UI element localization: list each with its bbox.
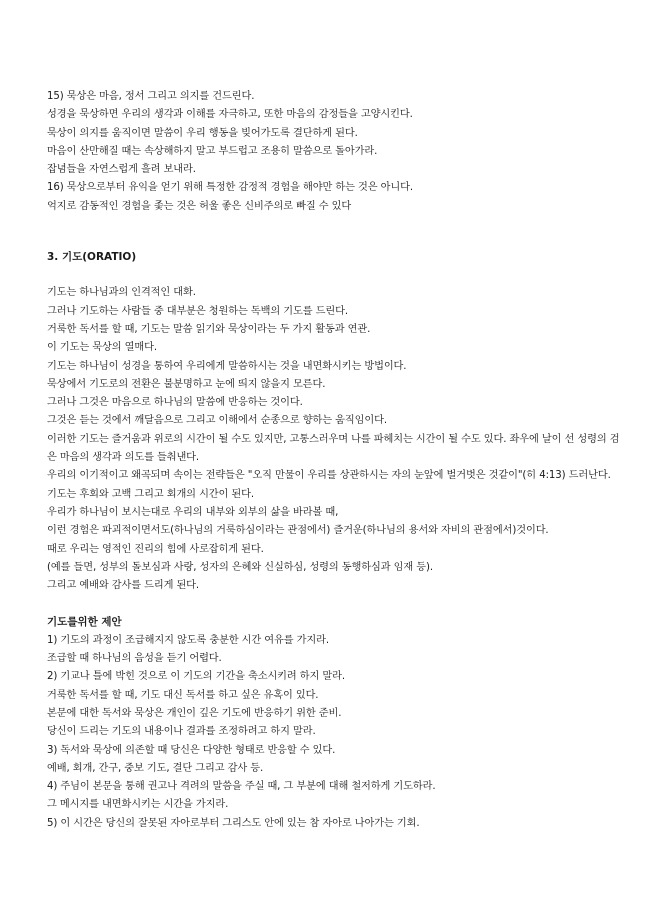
text-line: 3) 독서와 묵상에 의존할 때 당신은 다양한 형태로 반응할 수 있다. — [47, 744, 336, 756]
text-line: 그러나 기도하는 사람들 중 대부분은 청원하는 독백의 기도를 드린다. — [47, 305, 348, 317]
text-line: 이런 경험은 파괴적이면서도(하나님의 거룩하심이라는 관점에서) 즐거운(하나님의 용서와 자비의 관점에서)것이다. — [47, 525, 549, 537]
section-heading: 기도를위한 제안 — [47, 616, 122, 629]
text-line: 거룩한 독서를 할 때, 기도는 말씀 읽기와 묵상이라는 두 가지 활동과 연관. — [47, 323, 371, 335]
text-line: 그러나 그것은 마음으로 하나님의 말씀에 반응하는 것이다. — [47, 397, 303, 409]
prayer-section — [47, 248, 627, 595]
text-line: 때로 우리는 영적인 진리의 힘에 사로잡히게 된다. — [47, 543, 264, 555]
text-line: 잡념들을 자연스럽게 흘려 보내라. — [47, 164, 196, 176]
text-line: 예배, 회개, 간구, 중보 기도, 결단 그리고 감사 등. — [47, 762, 264, 774]
text-line: 5) 이 시간은 당신의 잘못된 자아로부터 그리스도 안에 있는 참 자아로 나아가는 기회. — [47, 817, 420, 829]
text-line: 기도는 하나님이 성경을 통하여 우리에게 말씀하시는 것을 내면화시키는 방법이다. — [47, 360, 407, 372]
spacer — [47, 595, 627, 613]
spacer — [47, 266, 627, 284]
text-line: 묵상에서 기도로의 전환은 불분명하고 눈에 띄지 않을지 모른다. — [47, 378, 326, 390]
spacer — [47, 216, 627, 248]
suggestions-section — [47, 613, 627, 833]
text-line: 억지로 감동적인 경험을 좇는 것은 허울 좋은 신비주의로 빠질 수 있다 — [47, 200, 352, 212]
text-line: 그것은 듣는 것에서 깨달음으로 그리고 이해에서 순종으로 향하는 움직임이다. — [47, 415, 387, 427]
text-line: 우리가 하나님이 보시는대로 우리의 내부와 외부의 삶을 바라볼 때, — [47, 506, 339, 518]
text-line: 16) 묵상으로부터 유익을 얻기 위해 특정한 감정적 경험을 해야만 하는 것은 아니다. — [47, 182, 414, 194]
document-page — [47, 88, 627, 833]
text-line: 그 메시지를 내면화시키는 시간을 가지라. — [47, 799, 229, 811]
text-paragraph: 우리의 이기적이고 왜곡되며 속이는 전략들은 "오직 만물이 우리를 상관하시는 자의 눈앞에 벌거벗은 것같이"(히 4:13) 드러난다. — [47, 470, 611, 482]
text-line: 거룩한 독서를 할 때, 기도 대신 독서를 하고 싶은 유혹이 있다. — [47, 689, 319, 701]
text-line: 묵상이 의지를 움직이면 말씀이 우리 행동을 빚어가도록 결단하게 된다. — [47, 127, 358, 139]
text-line: 그리고 예배와 감사를 드리게 된다. — [47, 580, 200, 592]
meditation-section — [47, 88, 627, 216]
text-paragraph: 이러한 기도는 즐거움과 위로의 시간이 될 수도 있지만, 고통스러우며 나를 파헤치는 시간이 될 수도 있다. 좌우에 날이 선 성령의 검은 마음의 생각과 의도를 들춰낸다. — [47, 433, 620, 464]
section-heading: 3. 기도(ORATIO) — [47, 251, 137, 264]
text-line: 기도는 후회와 고백 그리고 회개의 시간이 된다. — [47, 488, 255, 500]
text-line: (예를 들면, 성부의 돌보심과 사랑, 성자의 은혜와 신실하심, 성령의 동행하심과 임재 등). — [47, 561, 434, 573]
text-line: 기도는 하나님과의 인격적인 대화. — [47, 287, 196, 299]
text-line: 2) 기교나 틀에 박힌 것으로 이 기도의 기간을 축소시키려 하지 말라. — [47, 671, 346, 683]
text-line: 당신이 드리는 기도의 내용이나 결과를 조정하려고 하지 말라. — [47, 726, 316, 738]
text-line: 조급할 때 하나님의 음성을 듣기 어렵다. — [47, 653, 222, 665]
text-line: 성경을 묵상하면 우리의 생각과 이해를 자극하고, 또한 마음의 감정들을 고양시킨다. — [47, 109, 413, 121]
text-line: 마음이 산만해질 때는 속상해하지 말고 부드럽고 조용히 말씀으로 돌아가라. — [47, 145, 378, 157]
text-line: 이 기도는 묵상의 열매다. — [47, 342, 157, 354]
text-line: 15) 묵상은 마음, 정서 그리고 의지를 건드린다. — [47, 91, 255, 102]
text-line: 본문에 대한 독서와 묵상은 개인이 깊은 기도에 반응하기 위한 준비. — [47, 707, 342, 719]
text-line: 1) 기도의 과정이 조급해지지 않도록 충분한 시간 여유를 가지라. — [47, 634, 330, 646]
text-line: 4) 주님이 본문을 통해 권고나 격려의 말씀을 주실 때, 그 부분에 대해 철저하게 기도하라. — [47, 781, 436, 793]
